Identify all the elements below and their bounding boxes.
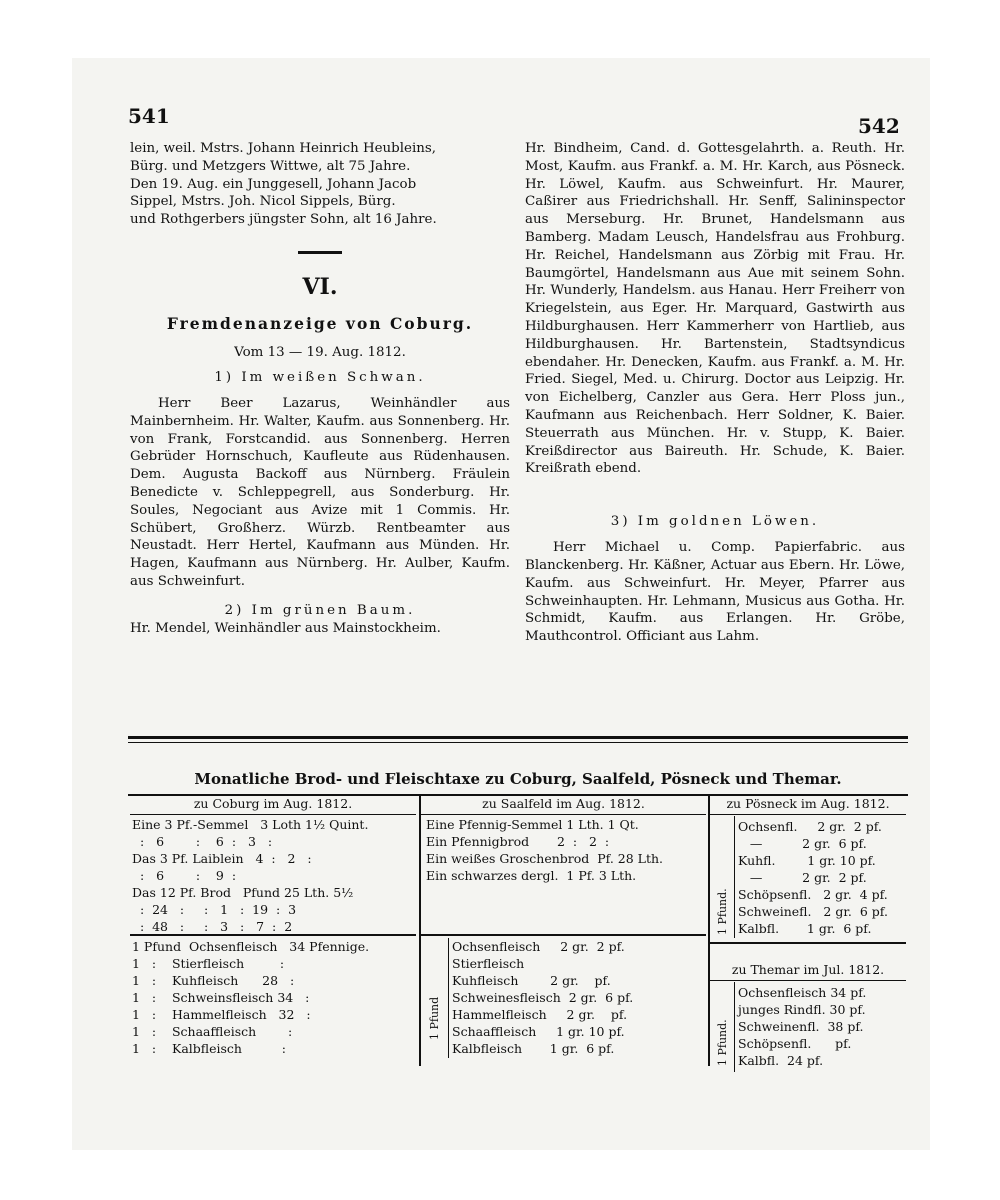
poesneck-row: Schöpsenfl. 2 gr. 4 pf.	[738, 887, 888, 902]
coburg-meat-row: 1 : Schweinsfleisch 34 :	[132, 990, 310, 1005]
section-title: Fremdenanzeige von Coburg.	[166, 313, 474, 333]
table-top-rule	[128, 736, 908, 739]
hotel-heading: 1) Im weißen Schwan.	[214, 369, 426, 385]
right-column	[525, 140, 905, 646]
date-range: Vom 13 — 19. Aug. 1812.	[234, 344, 406, 360]
saalfeld-meat-row: Kuhfleisch 2 gr. pf.	[452, 973, 611, 988]
coburg-bread-row: Das 3 Pf. Laiblein 4 : 2 :	[132, 851, 312, 866]
table-top-rule-thin	[128, 742, 908, 743]
obituary-line: Sippel, Mstrs. Joh. Nicol Sippels, Bürg.	[130, 194, 396, 210]
saalfeld-meat-row: Hammelfleisch 2 gr. pf.	[452, 1007, 628, 1022]
themar-row: Kalbfl. 24 pf.	[738, 1053, 824, 1068]
coburg-bread-row: : 6 : 6 : 3 :	[132, 834, 273, 849]
poesneck-row: Schweinefl. 2 gr. 6 pf.	[738, 904, 888, 919]
coburg-bread-row: Eine 3 Pf.-Semmel 3 Loth 1½ Quint.	[132, 817, 369, 832]
coburg-meat-row: 1 Pfund Ochsenfleisch 34 Pfennige.	[132, 939, 370, 954]
saalfeld-bread-row: Eine Pfennig-Semmel 1 Lth. 1 Qt.	[426, 817, 639, 832]
hotel-heading: 3) Im goldnen Löwen.	[610, 514, 820, 530]
saalfeld-meat-row: Schweinesfleisch 2 gr. 6 pf.	[452, 990, 634, 1005]
coburg-meat-row: 1 : Kuhfleisch 28 :	[132, 973, 295, 988]
themar-row: Ochsenfleisch 34 pf.	[738, 985, 867, 1000]
coburg-meat-row: 1 : Stierfleisch :	[132, 956, 285, 971]
coburg-bread-row: : 6 : 9 :	[132, 868, 237, 883]
poesneck-heading: zu Pösneck im Aug. 1812.	[726, 796, 890, 811]
hotel-guest-list: Herr Beer Lazarus, Weinhändler aus Mainbernheim. Hr. Walter, Kaufm. aus Sonnenberg. Hr. von Frank, Forstcandid. aus Sonnenberg. Herren Gebrüder Hornschuch, Kaufleute aus Rüdenhausen. Dem. Augusta Backoff aus Nürnberg. Fräulein Benedicte v. Schleppegrell, aus Sonderburg. Hr. Soules, Negociant aus Avize mit 1 Commis. Hr. Schübert, Großherz. Würzb. Rentbeamter aus Neustadt. Herr Hertel, Kaufmann aus Münden. Hr. Hagen, Kaufmann aus Nürnberg. Hr. Aulber, Kaufm. aus Schweinfurt.	[130, 395, 510, 589]
obituary-line: Bürg. und Metzgers Wittwe, alt 75 Jahre.	[130, 158, 411, 174]
poesneck-row: Kalbfl. 1 gr. 6 pf.	[738, 921, 872, 936]
poesneck-row: — 2 gr. 6 pf.	[738, 836, 867, 851]
saalfeld-bread-row: Ein schwarzes dergl. 1 Pf. 3 Lth.	[426, 868, 637, 883]
coburg-meat-row: 1 : Hammelfleisch 32 :	[132, 1007, 311, 1022]
right-page-number: 542	[858, 114, 900, 138]
left-page-number: 541	[128, 104, 170, 128]
hotel-guest-list: Hr. Bindheim, Cand. d. Gottesgelahrth. a. Reuth. Hr. Most, Kaufm. aus Frankf. a. M. Hr. Karch, aus Pösneck. Hr. Löwel, Kaufm. aus Schweinfurt. Hr. Maurer, Caßirer aus Friedrichshall. Hr. Senff, Salininspector aus Merseburg. Hr. Brunet, Handelsmann aus Bamberg. Madam Leusch, Handelsfrau aus Frohburg. Hr. Reichel, Handelsmann aus Zörbig mit Frau. Hr. Baumgörtel, Handelsmann aus Aue mit seinem Sohn. Hr. Wunderly, Handelsm. aus Hanau. Herr Freiherr von Kriegelstein, aus Eger. Hr. Marquard, Gastwirth aus Hildburghausen. Herr Kammerherr von Hartlieb, aus Hildburghausen. Hr. Bartenstein, Stadtsyndicus ebendaher. Hr. Denecken, Kaufm. aus Frankf. a. M. Hr. Fried. Siegel, Med. u. Chirurg. Doctor aus Leipzig. Hr. von Eichelberg, Canzler aus Gera. Herr Ploss jun., Kaufmann aus Reichenbach. Herr Soldner, K. Baier. Steuerrath aus München. Hr. v. Stupp, K. Baier. Kreißdirector aus Baireuth. Hr. Schude, K. Baier. Kreißrath ebend.	[525, 141, 905, 477]
column-divider	[419, 796, 421, 1066]
themar-row: Schweinenfl. 38 pf.	[738, 1019, 864, 1034]
obituary-line: und Rothgerbers jüngster Sohn, alt 16 Jahre.	[130, 212, 437, 228]
obituary-line: lein, weil. Mstrs. Johann Heinrich Heubleins,	[130, 141, 436, 156]
coburg-meat-row: 1 : Kalbfleisch :	[132, 1041, 286, 1056]
price-table-title: Monatliche Brod- und Fleischtaxe zu Coburg, Saalfeld, Pösneck und Themar.	[194, 770, 842, 788]
saalfeld-bread-row: Ein weißes Groschenbrod Pf. 28 Lth.	[426, 851, 663, 866]
saalfeld-bread-row: Ein Pfennigbrod 2 : 2 :	[426, 834, 610, 849]
saalfeld-heading: zu Saalfeld im Aug. 1812.	[482, 796, 645, 811]
coburg-heading: zu Coburg im Aug. 1812.	[193, 796, 353, 811]
left-column	[130, 140, 510, 638]
saalfeld-unit-label: 1 Pfund	[428, 996, 441, 1040]
saalfeld-meat-row: Stierfleisch	[452, 956, 525, 971]
hotel-heading: 2) Im grünen Baum.	[224, 602, 416, 618]
section-number: VI.	[302, 273, 338, 300]
coburg-bread-row: Das 12 Pf. Brod Pfund 25 Lth. 5½	[132, 885, 354, 900]
themar-row: junges Rindfl. 30 pf.	[738, 1002, 866, 1017]
poesneck-row: — 2 gr. 2 pf.	[738, 870, 867, 885]
coburg-meat-row: 1 : Schaaffleisch :	[132, 1024, 293, 1039]
section-divider	[298, 251, 342, 254]
coburg-bread-row: : 24 : : 1 : 19 : 3	[132, 902, 297, 917]
column-divider	[708, 796, 710, 1066]
hotel-guest-list: Herr Michael u. Comp. Papierfabric. aus Blanckenberg. Hr. Käßner, Actuar aus Ebern. Hr. Löwe, Kaufm. aus Schweinfurt. Hr. Meyer, Pfarrer aus Schweinhaupten. Hr. Lehmann, Musicus aus Gotha. Hr. Schmidt, Kaufm. aus Erlangen. Hr. Gröbe, Mauthcontrol. Officiant aus Lahm.	[525, 540, 905, 645]
poesneck-unit-label: 1 Pfund.	[716, 888, 729, 935]
saalfeld-meat-row: Ochsenfleisch 2 gr. 2 pf.	[452, 939, 625, 954]
saalfeld-meat-row: Kalbfleisch 1 gr. 6 pf.	[452, 1041, 615, 1056]
poesneck-row: Kuhfl. 1 gr. 10 pf.	[738, 853, 876, 868]
saalfeld-meat-row: Schaaffleisch 1 gr. 10 pf.	[452, 1024, 625, 1039]
poesneck-row: Ochsenfl. 2 gr. 2 pf.	[738, 819, 882, 834]
obituary-line: Den 19. Aug. ein Junggesell, Johann Jacob	[130, 176, 417, 192]
themar-heading: zu Themar im Jul. 1812.	[731, 962, 885, 977]
coburg-bread-row: : 48 : : 3 : 7 : 2	[132, 919, 293, 934]
themar-unit-label: 1 Pfund.	[716, 1019, 729, 1066]
hotel-guest-list: Hr. Mendel, Weinhändler aus Mainstockheim.	[130, 620, 441, 636]
themar-row: Schöpsenfl. pf.	[738, 1036, 852, 1051]
